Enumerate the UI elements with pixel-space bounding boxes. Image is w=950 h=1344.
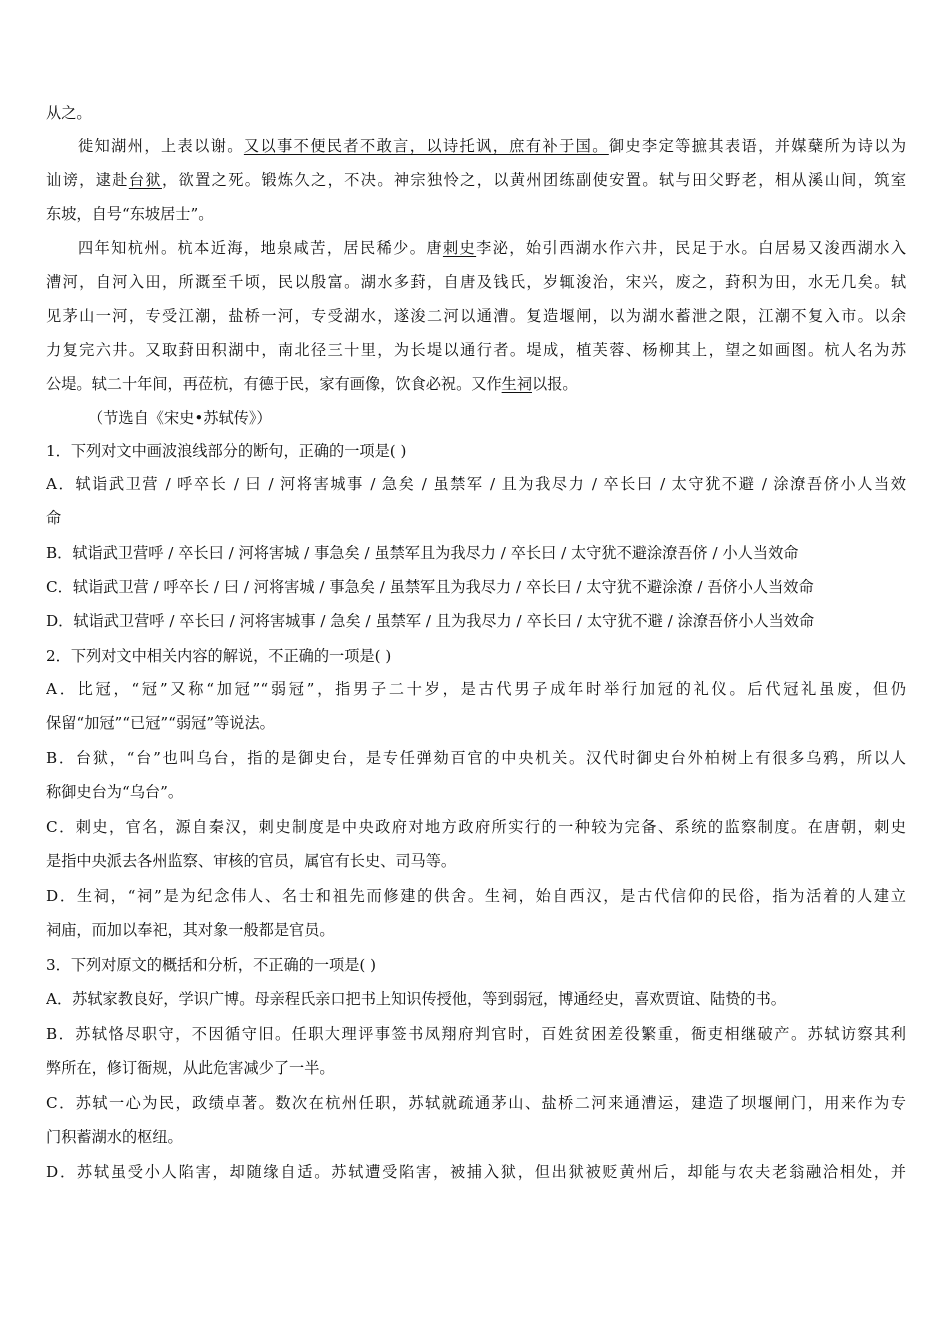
- q2-option-a-cont: 保留“加冠”“已冠”“弱冠”等说法。: [46, 714, 275, 732]
- q2-option-c-cont: 是指中央派去各州监察、审核的官员，属官有长史、司马等。: [46, 852, 457, 870]
- question-2-stem: 2．下列对文中相关内容的解说，不正确的一项是( ): [46, 647, 392, 665]
- q3-option-d: D．苏轼虽受小人陷害，却随缘自适。苏轼遭受陷害，被捕入狱，但出狱被贬黄州后，却能与农夫老翁融洽相处，并: [46, 1163, 906, 1181]
- q3-option-b-cont: 弊所在，修订衙规，从此危害减少了一半。: [46, 1059, 335, 1077]
- q1-option-a: A．轼诣武卫营 / 呼卒长 / 曰 / 河将害城事 / 急矣 / 虽禁军 / 且为我尽力 / 卒长曰 / 太守犹不避 / 涂潦吾侪小人当效: [46, 475, 906, 493]
- q1-option-d: D．轼诣武卫营呼 / 卒长曰 / 河将害城事 / 急矣 / 虽禁军 / 且为我尽力 / 卒长曰 / 太守犹不避 / 涂潦吾侪小人当效命: [46, 612, 815, 630]
- q2-option-d-cont: 祠庙，而加以奉祀，其对象一般都是官员。: [46, 921, 335, 939]
- q1-option-b: B．轼诣武卫营呼 / 卒长曰 / 河将害城 / 事急矣 / 虽禁军且为我尽力 / 卒长曰 / 太守犹不避涂潦吾侪 / 小人当效命: [46, 544, 799, 562]
- question-1-stem: 1．下列对文中画波浪线部分的断句，正确的一项是( ): [46, 442, 407, 460]
- underlined-sentence: 又以事不便民者不敢言，以诗托讽，庶有补于国。: [243, 137, 609, 155]
- underlined-term: 台狱: [128, 171, 162, 189]
- q3-option-c-cont: 门积蓄湖水的枢纽。: [46, 1128, 183, 1146]
- underlined-term: 刺史: [442, 239, 477, 257]
- q2-option-b: B．台狱，“台”也叫乌台，指的是御史台，是专任弹劾百官的中央机关。汉代时御史台外柏树上有很多乌鸦，所以人: [46, 749, 906, 767]
- paragraph-line: 漕河，自河入田，所溉至千顷，民以殷富。湖水多葑，自唐及钱氏，岁辄浚治，宋兴，废之，葑积为田，水无几矣。轼: [46, 273, 906, 291]
- q2-option-a: A．比冠，“冠”又称“加冠”“弱冠”，指男子二十岁，是古代男子成年时举行加冠的礼仪。后代冠礼虽废，但仍: [46, 680, 906, 698]
- text-line: 从之。: [46, 104, 92, 122]
- q3-option-b: B．苏轼恪尽职守，不因循守旧。任职大理评事签书凤翔府判官时，百姓贫困差役繁重，衙吏相继破产。苏轼访察其利: [46, 1025, 906, 1043]
- q3-option-c: C．苏轼一心为民，政绩卓著。数次在杭州任职，苏轼就疏通茅山、盐桥二河来通漕运，建造了坝堰闸门，用来作为专: [46, 1094, 906, 1112]
- source-citation: （节选自《宋史•苏轼传》）: [88, 409, 272, 427]
- question-3-stem: 3．下列对原文的概括和分析，不正确的一项是( ): [46, 956, 377, 974]
- paragraph-line: 四年知杭州。杭本近海，地泉咸苦，居民稀少。唐刺史李泌，始引西湖水作六井，民足于水。白居易又浚西湖水入: [78, 239, 906, 257]
- paragraph-line: 见茅山一河，专受江潮，盐桥一河，专受湖水，遂浚二河以通漕。复造堰闸，以为湖水蓄泄之限，江潮不复入市。以余: [46, 307, 906, 325]
- paragraph-line: 力复完六井。又取葑田积湖中，南北径三十里，为长堤以通行者。堤成，植芙蓉、杨柳其上，望之如画图。杭人名为苏: [46, 341, 906, 359]
- paragraph-line: 公堤。轼二十年间，再莅杭，有德于民，家有画像，饮食必祝。又作生祠以报。: [46, 375, 578, 393]
- q3-option-a: A．苏轼家教良好，学识广博。母亲程氏亲口把书上知识传授他，等到弱冠，博通经史，喜欢贾谊、陆贽的书。: [46, 990, 786, 1008]
- q1-option-a-cont: 命: [46, 509, 62, 527]
- q1-option-c: C．轼诣武卫营 / 呼卒长 / 曰 / 河将害城 / 事急矣 / 虽禁军且为我尽力 / 卒长曰 / 太守犹不避涂潦 / 吾侪小人当效命: [46, 578, 814, 596]
- paragraph-line: 讪谤，逮赴台狱，欲置之死。锻炼久之，不决。神宗独怜之，以黄州团练副使安置。轼与田父野老，相从溪山间，筑室: [46, 171, 906, 189]
- q2-option-d: D．生祠，“祠”是为纪念伟人、名士和祖先而修建的供舍。生祠，始自西汉，是古代信仰的民俗，指为活着的人建立: [46, 887, 906, 905]
- underlined-term: 生祠: [501, 375, 532, 393]
- q2-option-c: C．刺史，官名，源自秦汉，刺史制度是中央政府对地方政府所实行的一种较为完备、系统的监察制度。在唐朝，刺史: [46, 818, 906, 836]
- paragraph-line: 东坡，自号“东坡居士”。: [46, 205, 214, 223]
- paragraph-line: 徙知湖州，上表以谢。又以事不便民者不敢言，以诗托讽，庶有补于国。御史李定等摭其表语，并媒蘖所为诗以为: [78, 137, 906, 155]
- q2-option-b-cont: 称御史台为“乌台”。: [46, 783, 184, 801]
